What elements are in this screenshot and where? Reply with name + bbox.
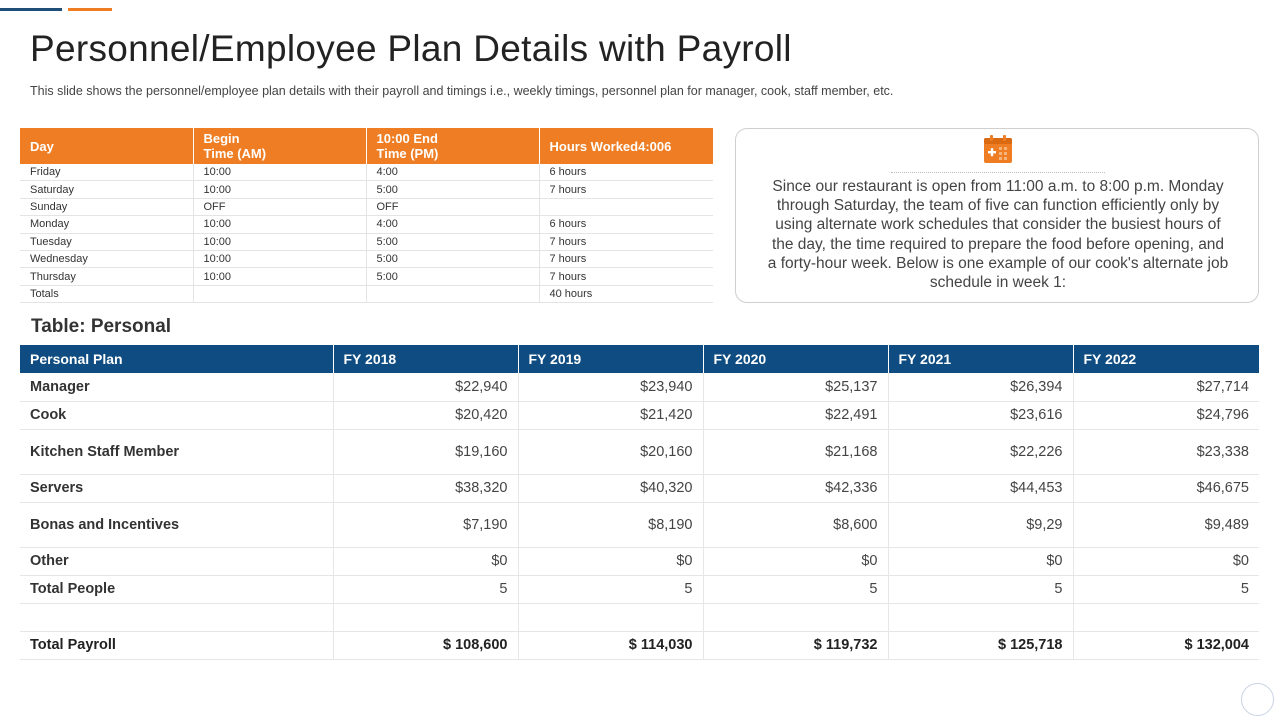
schedule-header-day: Day <box>20 128 193 164</box>
payroll-cell: $22,226 <box>888 429 1073 474</box>
schedule-cell: 10:00 <box>193 268 366 285</box>
payroll-total-cell: $ 114,030 <box>518 631 703 659</box>
schedule-cell: 7 hours <box>539 181 713 198</box>
schedule-table <box>20 128 713 303</box>
schedule-cell: OFF <box>193 198 366 215</box>
schedule-cell: 10:00 <box>193 181 366 198</box>
payroll-cell: $24,796 <box>1073 401 1259 429</box>
payroll-cell <box>333 603 518 631</box>
payroll-row <box>20 502 1259 547</box>
payroll-row-label: Manager <box>20 373 333 401</box>
schedule-cell: 6 hours <box>539 216 713 233</box>
payroll-header-plan: Personal Plan <box>20 345 333 373</box>
schedule-row <box>20 216 713 233</box>
schedule-cell: Saturday <box>20 181 193 198</box>
payroll-total-cell: $ 119,732 <box>703 631 888 659</box>
schedule-header-begin: Begin Time (AM) <box>193 128 366 164</box>
payroll-cell: $0 <box>888 547 1073 575</box>
payroll-cell: 5 <box>333 575 518 603</box>
schedule-row <box>20 181 713 198</box>
schedule-cell: 4:00 <box>366 216 539 233</box>
schedule-cell: 40 hours <box>539 285 713 302</box>
payroll-cell: $9,489 <box>1073 502 1259 547</box>
schedule-cell <box>193 285 366 302</box>
payroll-cell: $7,190 <box>333 502 518 547</box>
payroll-cell: $23,338 <box>1073 429 1259 474</box>
payroll-cell <box>518 603 703 631</box>
payroll-row-label: Cook <box>20 401 333 429</box>
accent-bar-blue <box>0 8 62 11</box>
schedule-cell: Friday <box>20 164 193 181</box>
payroll-cell <box>888 603 1073 631</box>
payroll-row <box>20 429 1259 474</box>
info-text: Since our restaurant is open from 11:00 a.m. to 8:00 p.m. Monday through Saturday, the team of five can function efficiently only by using alternate work schedules that consider the busiest hours of the day, the time required to prepare the food before opening, and a forty-hour week. Below is one example of our cook's alternate job schedule in week 1: <box>767 178 1229 292</box>
schedule-header-end: 10:00 End Time (PM) <box>366 128 539 164</box>
schedule-cell: Totals <box>20 285 193 302</box>
payroll-row <box>20 401 1259 429</box>
schedule-cell: 7 hours <box>539 233 713 250</box>
page-title: Personnel/Employee Plan Details with Payroll <box>30 28 792 69</box>
schedule-row <box>20 250 713 267</box>
payroll-cell: $8,600 <box>703 502 888 547</box>
payroll-cell: $44,453 <box>888 474 1073 502</box>
payroll-row-label: Other <box>20 547 333 575</box>
schedule-cell: Thursday <box>20 268 193 285</box>
payroll-table <box>20 345 1259 660</box>
schedule-row <box>20 268 713 285</box>
payroll-cell: $27,714 <box>1073 373 1259 401</box>
schedule-cell: Wednesday <box>20 250 193 267</box>
payroll-cell: $21,420 <box>518 401 703 429</box>
payroll-cell: $40,320 <box>518 474 703 502</box>
payroll-header-fy2019: FY 2019 <box>518 345 703 373</box>
payroll-row-empty <box>20 603 1259 631</box>
payroll-total-row <box>20 631 1259 659</box>
schedule-cell: 6 hours <box>539 164 713 181</box>
schedule-cell: 10:00 <box>193 250 366 267</box>
payroll-row-label: Total Payroll <box>20 631 333 659</box>
payroll-row-label: Total People <box>20 575 333 603</box>
payroll-header-fy2021: FY 2021 <box>888 345 1073 373</box>
schedule-cell <box>366 285 539 302</box>
payroll-cell: $22,940 <box>333 373 518 401</box>
payroll-total-cell: $ 125,718 <box>888 631 1073 659</box>
schedule-cell: 4:00 <box>366 164 539 181</box>
payroll-header-fy2022: FY 2022 <box>1073 345 1259 373</box>
schedule-cell <box>539 198 713 215</box>
payroll-row <box>20 547 1259 575</box>
schedule-row <box>20 164 713 181</box>
payroll-cell: $20,420 <box>333 401 518 429</box>
schedule-cell: 7 hours <box>539 268 713 285</box>
payroll-cell: $25,137 <box>703 373 888 401</box>
decorative-circle <box>1241 683 1274 716</box>
schedule-cell: Tuesday <box>20 233 193 250</box>
payroll-cell: $0 <box>518 547 703 575</box>
section-title: Table: Personal <box>31 316 172 337</box>
payroll-cell: $0 <box>333 547 518 575</box>
schedule-cell: OFF <box>366 198 539 215</box>
payroll-cell: $23,940 <box>518 373 703 401</box>
schedule-header-hours: Hours Worked4:006 <box>539 128 713 164</box>
payroll-row-label <box>20 603 333 631</box>
payroll-cell: $42,336 <box>703 474 888 502</box>
payroll-cell: $0 <box>1073 547 1259 575</box>
payroll-cell: $0 <box>703 547 888 575</box>
schedule-row <box>20 233 713 250</box>
payroll-cell: $46,675 <box>1073 474 1259 502</box>
schedule-row <box>20 198 713 215</box>
payroll-header-fy2020: FY 2020 <box>703 345 888 373</box>
schedule-cell: Sunday <box>20 198 193 215</box>
schedule-cell: 5:00 <box>366 181 539 198</box>
payroll-total-cell: $ 108,600 <box>333 631 518 659</box>
payroll-cell: $20,160 <box>518 429 703 474</box>
schedule-cell: 7 hours <box>539 250 713 267</box>
payroll-row-label: Servers <box>20 474 333 502</box>
schedule-cell: 10:00 <box>193 233 366 250</box>
payroll-cell: 5 <box>703 575 888 603</box>
schedule-header-row <box>20 128 713 164</box>
payroll-row-label: Kitchen Staff Member <box>20 429 333 474</box>
schedule-cell: 5:00 <box>366 268 539 285</box>
payroll-row <box>20 373 1259 401</box>
payroll-cell: $26,394 <box>888 373 1073 401</box>
calendar-icon <box>983 134 1013 164</box>
schedule-totals-row <box>20 285 713 302</box>
info-box <box>735 128 1259 303</box>
payroll-cell: 5 <box>518 575 703 603</box>
payroll-cell: 5 <box>1073 575 1259 603</box>
payroll-header-row <box>20 345 1259 373</box>
payroll-cell <box>703 603 888 631</box>
payroll-row-label: Bonas and Incentives <box>20 502 333 547</box>
schedule-cell: 10:00 <box>193 164 366 181</box>
page-subtitle: This slide shows the personnel/employee plan details with their payroll and timings i.e., weekly timings, personnel plan for manager, cook, staff member, etc. <box>30 84 894 98</box>
payroll-row <box>20 575 1259 603</box>
payroll-cell <box>1073 603 1259 631</box>
payroll-cell: $21,168 <box>703 429 888 474</box>
accent-bar-orange <box>68 8 112 11</box>
payroll-header-fy2018: FY 2018 <box>333 345 518 373</box>
schedule-cell: 5:00 <box>366 250 539 267</box>
payroll-cell: $8,190 <box>518 502 703 547</box>
payroll-cell: $22,491 <box>703 401 888 429</box>
info-divider <box>891 172 1105 173</box>
payroll-row <box>20 474 1259 502</box>
payroll-cell: $19,160 <box>333 429 518 474</box>
schedule-cell: Monday <box>20 216 193 233</box>
payroll-cell: $38,320 <box>333 474 518 502</box>
schedule-cell: 10:00 <box>193 216 366 233</box>
payroll-total-cell: $ 132,004 <box>1073 631 1259 659</box>
payroll-cell: $23,616 <box>888 401 1073 429</box>
schedule-cell: 5:00 <box>366 233 539 250</box>
payroll-cell: 5 <box>888 575 1073 603</box>
payroll-cell: $9,29 <box>888 502 1073 547</box>
